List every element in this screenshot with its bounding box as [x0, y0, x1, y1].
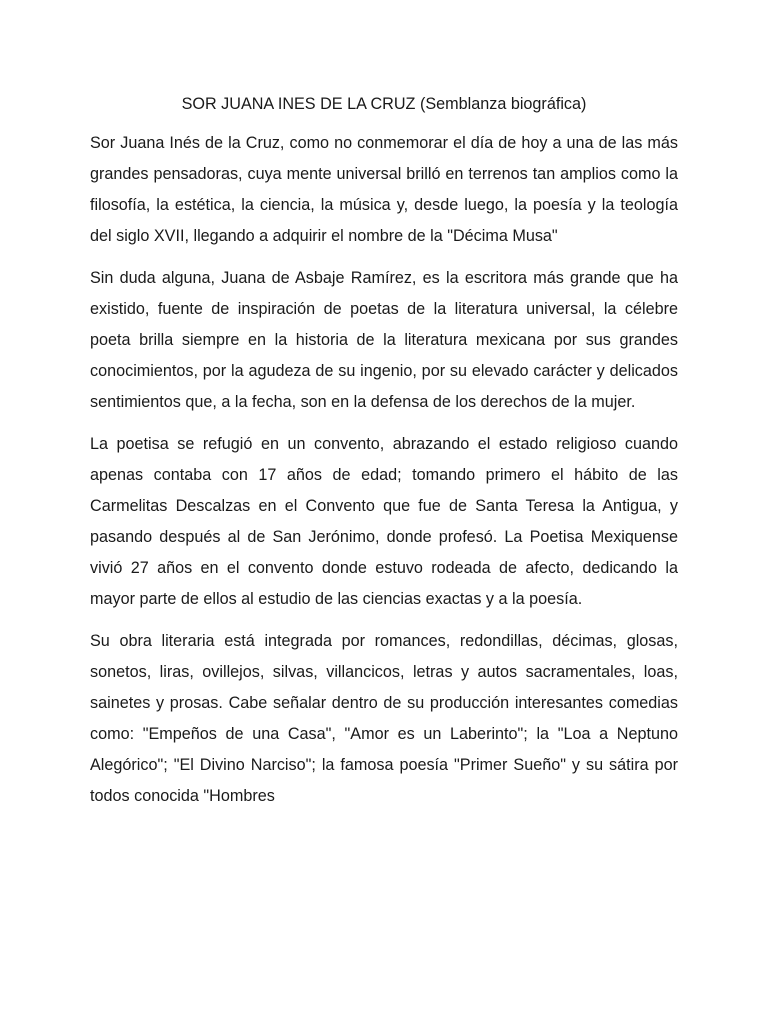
- document-title: SOR JUANA INES DE LA CRUZ (Semblanza biográfica): [181, 95, 587, 113]
- paragraph-4: Su obra literaria está integrada por romances, redondillas, décimas, glosas, sonetos, liras, ovillejos, silvas, villancicos, letras y autos sacramentales, loas, sainetes y prosas. Cabe señalar dentro de su producción interesantes comedias como: "Empeños de una Casa", "Amor es un Laberinto"; la "Loa a Neptuno Alegórico"; "El Divino Narciso"; la famosa poesía "Primer Sueño" y su sátira por todos conocida "Hombres: [90, 632, 678, 805]
- paragraph-2: Sin duda alguna, Juana de Asbaje Ramírez, es la escritora más grande que ha existido, fuente de inspiración de poetas de la literatura universal, la célebre poeta brilla siempre en la historia de la literatura mexicana por sus grandes conocimientos, por la agudeza de su ingenio, por su elevado carácter y delicados sentimientos que, a la fecha, son en la defensa de los derechos de la mujer.: [90, 269, 678, 411]
- paragraph-3: La poetisa se refugió en un convento, abrazando el estado religioso cuando apenas contaba con 17 años de edad; tomando primero el hábito de las Carmelitas Descalzas en el Convento que fue de Santa Teresa la Antigua, y pasando después al de San Jerónimo, donde profesó. La Poetisa Mexiquense vivió 27 años en el convento donde estuvo rodeada de afecto, dedicando la mayor parte de ellos al estudio de las ciencias exactas y a la poesía.: [90, 435, 678, 608]
- paragraph-1: Sor Juana Inés de la Cruz, como no conmemorar el día de hoy a una de las más grandes pensadoras, cuya mente universal brilló en terrenos tan amplios como la filosofía, la estética, la ciencia, la música y, desde luego, la poesía y la teología del siglo XVII, llegando a adquirir el nombre de la "Décima Musa": [90, 134, 678, 245]
